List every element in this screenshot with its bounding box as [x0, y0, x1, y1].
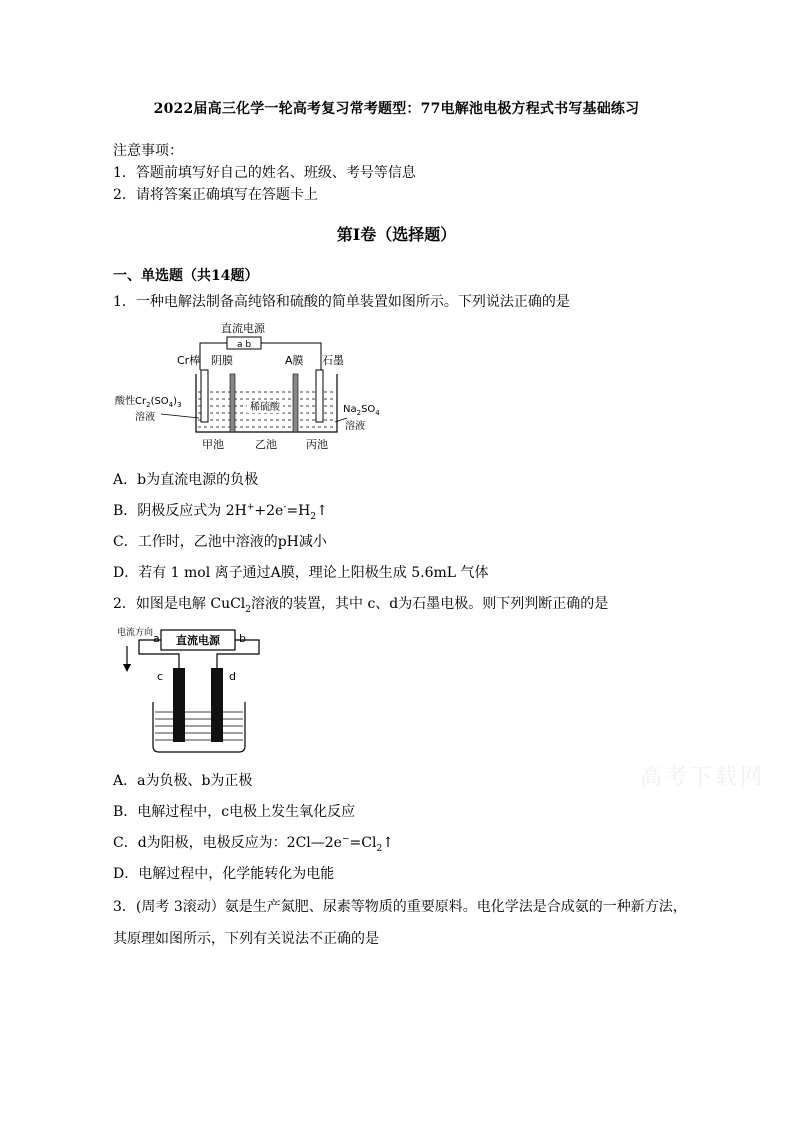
q2-option-b: B．电解过程中，c电极上发生氧化反应 — [113, 804, 356, 820]
q1-dilute-acid-label: 稀硫酸 — [250, 402, 280, 413]
q1-left-solution-label: 酸性$Cr_2(SO_4)_3$ — [115, 396, 182, 409]
q1-option-a: A．b为直流电源的负极 — [113, 472, 259, 488]
q1-left-pointer — [161, 414, 199, 418]
q1-cell-2-label: 乙池 — [255, 438, 277, 451]
q1-option-c: C．工作时，乙池中溶液的pH减小 — [113, 534, 327, 550]
q1-graphite-label: 石墨 — [322, 354, 344, 367]
q1-graphite-electrode — [316, 370, 323, 422]
q1-cell-3-label: 丙池 — [306, 438, 328, 451]
q1-cr-rod-label: Cr棒 — [177, 354, 201, 367]
q1-stem: 1．一种电解法制备高纯铬和硫酸的简单装置如图所示。下列说法正确的是 — [113, 294, 570, 310]
q2-electrode-c — [173, 668, 185, 742]
notice-heading: 注意事项： — [113, 143, 183, 159]
q1-right-solution-label: $Na_2SO_4$ — [343, 404, 380, 417]
q1-option-b: B．阴极反应式为 $2H^++2e^-=H_2↑$ — [113, 502, 328, 522]
q3-stem-line-1: 3．(周考 3滚动）氨是生产氮肥、尿素等物质的重要原料。电化学法是合成氨的一种新方法， — [113, 899, 687, 915]
q1-cathode-membrane-label: 阴膜 — [211, 354, 233, 367]
q1-a-membrane-label: A膜 — [285, 354, 304, 367]
q2-stem: 2．如图是电解 CuCl$_2$溶液的装置，其中 c、d为石墨电极。则下列判断正确的是 — [113, 596, 609, 615]
svg-text:电流方向: 电流方向 — [117, 628, 154, 638]
document-title: 2022届高三化学一轮高考复习常考题型：77电解池电极方程式书写基础练习 — [153, 101, 640, 117]
q2-option-c: C．d为阳极，电极反应为：$2Cl—2e^-=Cl_2↑$ — [113, 834, 394, 854]
q1-electrolysis-figure — [113, 318, 380, 456]
q1-cell-1-label: 甲池 — [202, 438, 224, 451]
q2-terminal-a: a — [153, 632, 160, 645]
q2-liquid — [155, 712, 243, 740]
watermark: 高考下载网 — [640, 765, 766, 790]
q1-a-membrane — [293, 374, 298, 432]
q2-current-direction-label — [117, 626, 153, 638]
q2-electrode-d — [211, 668, 223, 742]
q1-right-solution-word: 溶液 — [345, 421, 365, 432]
q2-current-arrowhead — [123, 664, 131, 672]
part-title: 一、单选题（共14题） — [113, 268, 259, 284]
q2-electrolysis-figure — [113, 622, 273, 758]
q2-option-d: D．电解过程中，化学能转化为电能 — [113, 866, 335, 882]
notice-item-2: 2．请将答案正确填写在答题卡上 — [113, 187, 318, 203]
q1-power-ab: a b — [236, 340, 252, 350]
q1-cathode-membrane — [230, 374, 235, 432]
q1-option-d: D．若有 1 mol 离子通过A膜，理论上阳极生成 5.6mL 气体 — [113, 565, 489, 581]
q2-option-a: A．a为负极、b为正极 — [113, 773, 253, 789]
notice-item-1: 1．答题前填写好自己的姓名、班级、考号等信息 — [113, 165, 416, 181]
q2-power-label: 直流电源 — [176, 634, 220, 647]
q1-cr-electrode — [201, 370, 208, 422]
q2-electrode-d-label: d — [229, 670, 236, 683]
q1-power-label: 直流电源 — [221, 322, 265, 335]
q2-electrode-c-label: c — [157, 670, 164, 683]
q3-stem-line-2: 其原理如图所示，下列有关说法不正确的是 — [113, 931, 379, 947]
q1-left-solution-word: 溶液 — [135, 412, 155, 423]
section-title: 第I卷（选择题） — [336, 225, 457, 244]
q2-terminal-b: b — [239, 632, 246, 645]
q2-beaker — [153, 702, 245, 752]
